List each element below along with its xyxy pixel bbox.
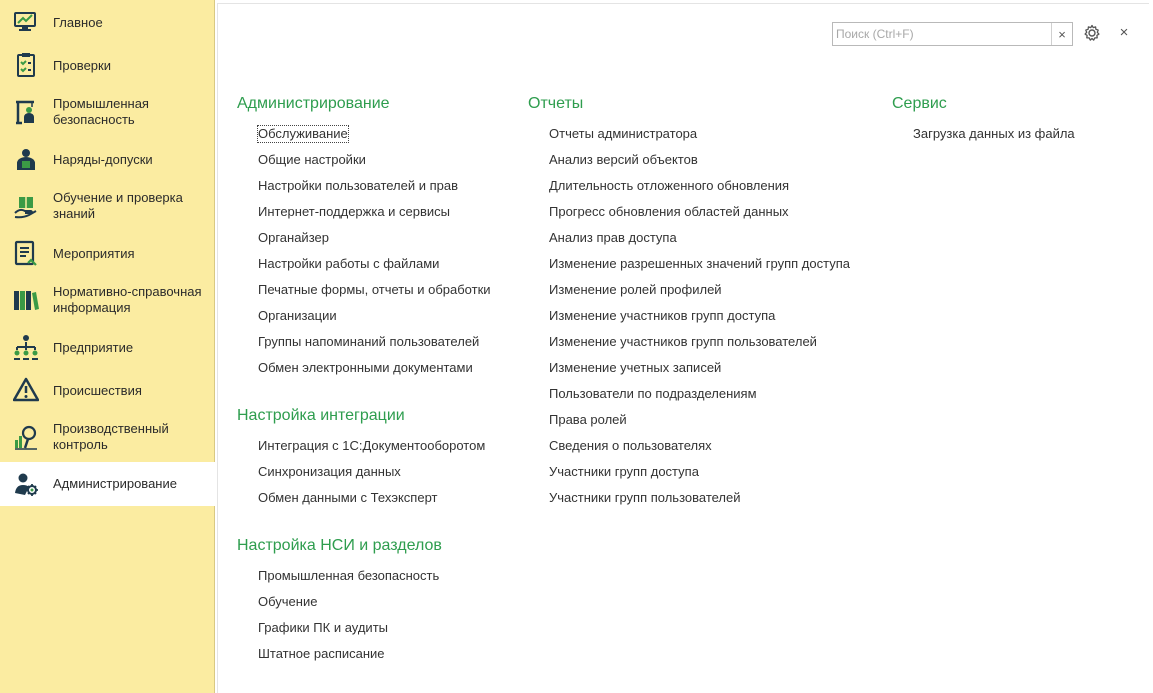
sidebar-item-administration[interactable] (0, 462, 216, 506)
sidebar-item-main[interactable] (0, 4, 215, 40)
link-report[interactable]: Изменение разрешенных значений групп доступа (549, 256, 850, 271)
sidebar-item-permits[interactable] (0, 141, 215, 177)
link-docflow-integration[interactable]: Интеграция с 1С:Документооборотом (258, 438, 486, 453)
link-nsi-training[interactable]: Обучение (258, 594, 318, 609)
link-internet-support[interactable]: Интернет-поддержка и сервисы (258, 204, 451, 219)
crane-worker-icon (13, 99, 39, 125)
sidebar-item-enterprise[interactable] (0, 329, 215, 365)
sidebar-item-label: Администрирование (53, 476, 177, 491)
link-report[interactable]: Участники групп доступа (549, 464, 699, 479)
sidebar-item-label: Наряды-допуски (53, 152, 153, 167)
link-report[interactable]: Пользователи по подразделениям (549, 386, 757, 401)
sidebar-item-checks[interactable] (0, 47, 215, 83)
sidebar-item-label: Предприятие (53, 340, 134, 355)
link-user-settings[interactable]: Настройки пользователей и прав (258, 178, 459, 193)
section-title-administration: Администрирование (237, 95, 390, 112)
search-input[interactable] (833, 23, 1051, 45)
link-report[interactable]: Изменение учетных записей (549, 360, 722, 375)
link-organizations[interactable]: Организации (258, 308, 337, 323)
link-report[interactable]: Участники групп пользователей (549, 490, 741, 505)
gear-icon[interactable] (1083, 24, 1101, 42)
section-title-nsi: Настройка НСИ и разделов (237, 537, 442, 554)
link-general-settings[interactable]: Общие настройки (258, 152, 366, 167)
sidebar-item-label: Нормативно-справочная информация (53, 284, 202, 315)
link-report[interactable]: Прогресс обновления областей данных (549, 204, 789, 219)
org-chart-icon (13, 334, 39, 360)
link-report[interactable]: Изменение участников групп пользователей (549, 334, 817, 349)
search-box (832, 22, 1073, 46)
link-report[interactable]: Изменение участников групп доступа (549, 308, 776, 323)
checklist-icon (13, 52, 39, 78)
sidebar-item-label: Производственный контроль (53, 421, 169, 452)
link-report[interactable]: Анализ прав доступа (549, 230, 677, 245)
sidebar-item-label: Промышленная безопасность (53, 96, 149, 127)
link-report[interactable]: Отчеты администратора (549, 126, 698, 141)
link-report[interactable]: Изменение ролей профилей (549, 282, 722, 297)
monitor-icon (13, 9, 39, 35)
main-panel (217, 3, 1149, 693)
link-organizer[interactable]: Органайзер (258, 230, 329, 245)
sidebar-item-industrial-safety[interactable] (0, 90, 215, 134)
link-report[interactable]: Анализ версий объектов (549, 152, 698, 167)
user-gear-icon (13, 471, 39, 497)
link-file-settings[interactable]: Настройки работы с файлами (258, 256, 440, 271)
binders-icon (13, 287, 39, 313)
link-maintenance[interactable]: Обслуживание (258, 126, 348, 141)
permit-icon (13, 146, 39, 172)
link-report[interactable]: Длительность отложенного обновления (549, 178, 790, 193)
section-title-service: Сервис (892, 95, 947, 112)
sidebar-item-label: Проверки (53, 58, 111, 73)
link-nsi-industrial-safety[interactable]: Промышленная безопасность (258, 568, 440, 583)
book-hand-icon (13, 193, 39, 219)
sidebar (0, 0, 215, 693)
close-button[interactable]: × (1119, 24, 1129, 41)
sidebar-item-incidents[interactable] (0, 372, 215, 408)
link-report[interactable]: Права ролей (549, 412, 627, 427)
sidebar-item-label: Обучение и проверка знаний (53, 190, 183, 221)
link-staff-schedule[interactable]: Штатное расписание (258, 646, 385, 661)
link-pk-schedules[interactable]: Графики ПК и аудиты (258, 620, 388, 635)
sidebar-item-reference-info[interactable] (0, 278, 215, 322)
link-data-sync[interactable]: Синхронизация данных (258, 464, 401, 479)
link-reminder-groups[interactable]: Группы напоминаний пользователей (258, 334, 480, 349)
sidebar-item-events[interactable] (0, 235, 215, 271)
sidebar-item-production-control[interactable] (0, 415, 215, 459)
document-list-icon (13, 240, 39, 266)
sidebar-item-label: Происшествия (53, 383, 142, 398)
section-title-reports: Отчеты (528, 95, 584, 112)
sidebar-item-label: Мероприятия (53, 246, 135, 261)
chart-magnifier-icon (13, 424, 39, 450)
section-title-integration: Настройка интеграции (237, 407, 405, 424)
sidebar-item-training[interactable] (0, 184, 215, 228)
warning-icon (13, 377, 39, 403)
link-techexpert-exchange[interactable]: Обмен данными с Техэксперт (258, 490, 438, 505)
link-print-forms[interactable]: Печатные формы, отчеты и обработки (258, 282, 491, 297)
link-load-data-from-file[interactable]: Загрузка данных из файла (913, 126, 1075, 141)
clear-search-button[interactable]: × (1051, 23, 1072, 45)
link-report[interactable]: Сведения о пользователях (549, 438, 712, 453)
link-edi[interactable]: Обмен электронными документами (258, 360, 473, 375)
sidebar-item-label: Главное (53, 15, 103, 30)
